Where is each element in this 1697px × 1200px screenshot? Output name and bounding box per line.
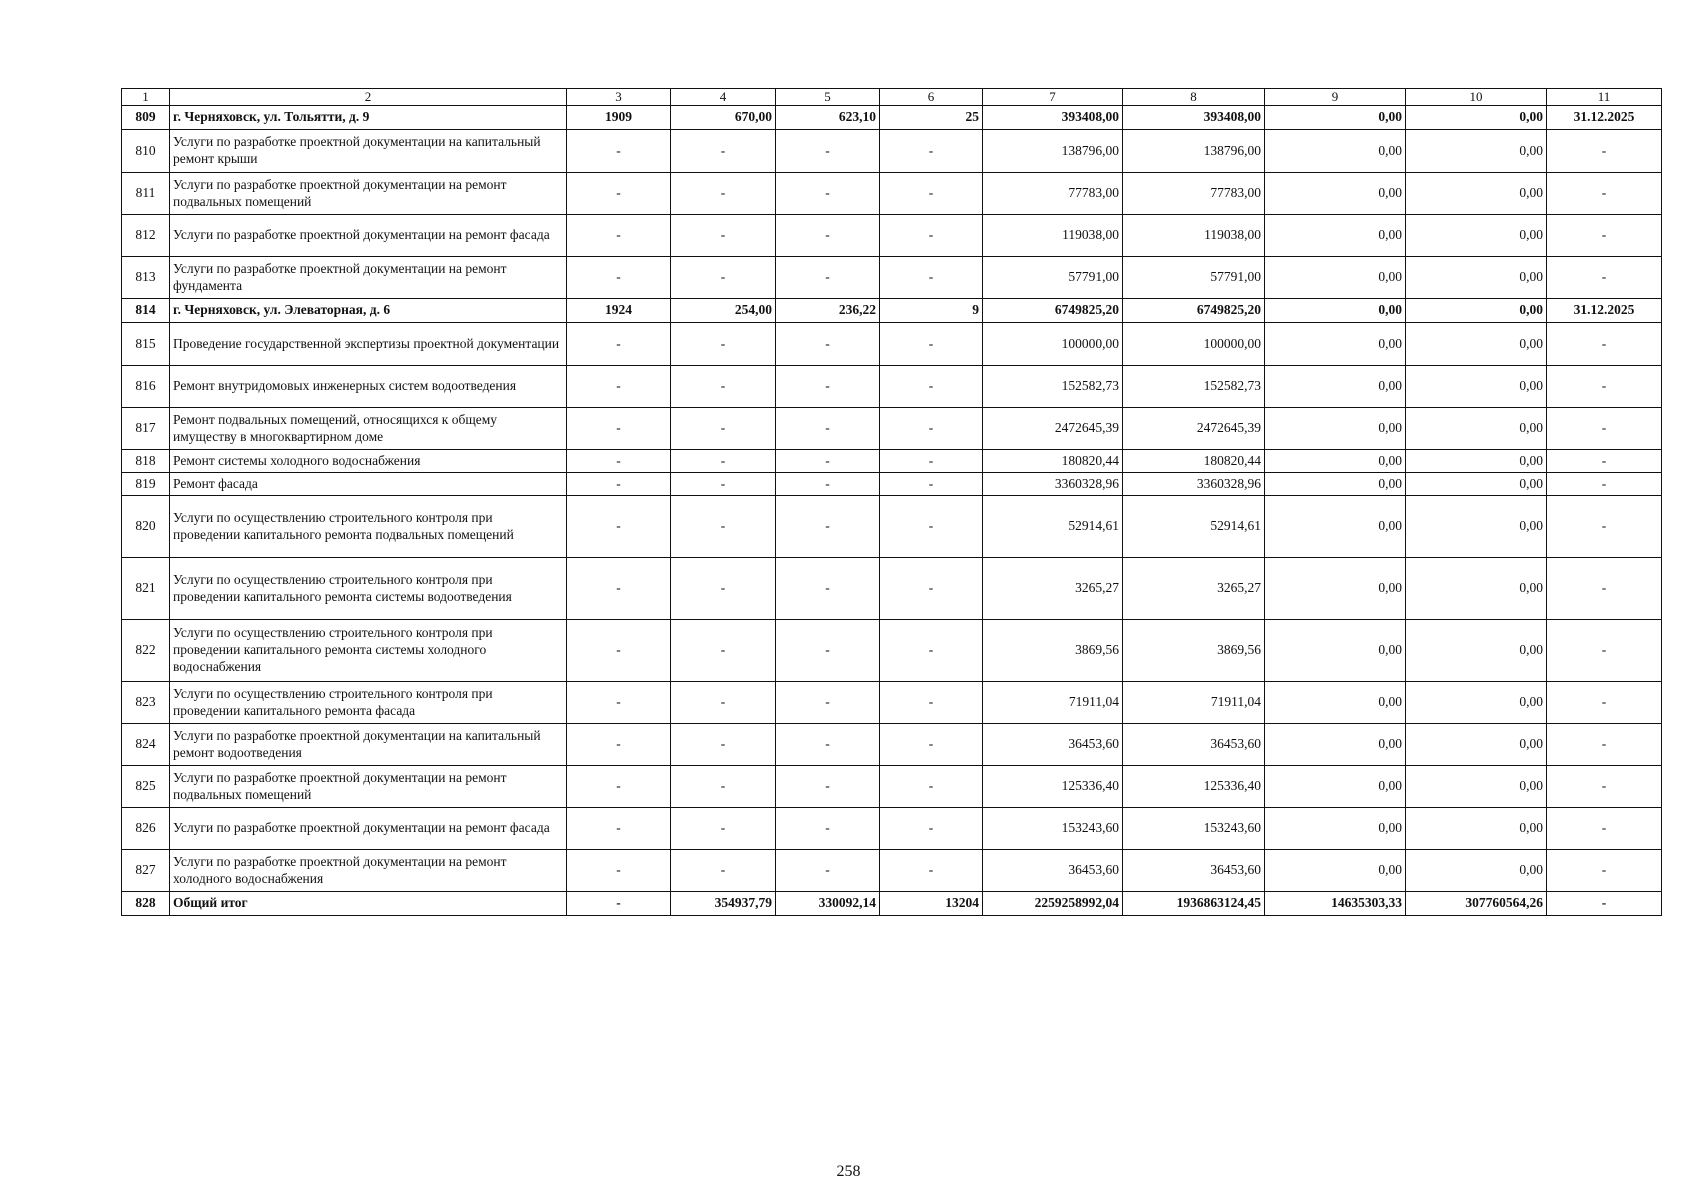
cell-row-number: 828 [122,892,170,916]
table-row [122,323,1662,366]
cell-area-total: - [671,130,776,173]
cell-cost-owners: 0,00 [1406,323,1547,366]
cell-cost-fund: 119038,00 [1123,215,1265,257]
cell-year: - [567,724,671,766]
cell-work-name: Услуги по осуществлению строительного контроля при проведении капитального ремонта подвальных помещений [170,496,567,558]
cell-year: - [567,892,671,916]
cell-deadline: - [1547,450,1662,473]
cell-area-total: - [671,766,776,808]
cell-residents: - [880,682,983,724]
cell-cost-fund: 138796,00 [1123,130,1265,173]
cell-residents: 13204 [880,892,983,916]
cell-area-total: - [671,257,776,299]
cell-cost-total: 3869,56 [983,620,1123,682]
table-row [122,257,1662,299]
cell-deadline: - [1547,892,1662,916]
cell-cost-fund: 3265,27 [1123,558,1265,620]
cell-cost-fund: 125336,40 [1123,766,1265,808]
cell-work-name: Услуги по разработке проектной документации на ремонт фасада [170,808,567,850]
cell-cost-municipal: 0,00 [1265,620,1406,682]
column-number: 1 [122,89,170,106]
cell-area-living: - [776,173,880,215]
cell-cost-owners: 0,00 [1406,620,1547,682]
cell-cost-municipal: 0,00 [1265,130,1406,173]
cell-area-total: - [671,496,776,558]
cell-residents: - [880,724,983,766]
cell-work-name: г. Черняховск, ул. Тольятти, д. 9 [170,106,567,130]
cell-cost-total: 100000,00 [983,323,1123,366]
cell-row-number: 817 [122,408,170,450]
cell-cost-total: 57791,00 [983,257,1123,299]
cell-deadline: - [1547,558,1662,620]
cell-cost-owners: 0,00 [1406,366,1547,408]
cell-area-living: - [776,850,880,892]
cell-deadline: - [1547,130,1662,173]
table-row [122,496,1662,558]
cell-residents: - [880,496,983,558]
cell-cost-municipal: 0,00 [1265,558,1406,620]
cell-cost-municipal: 0,00 [1265,299,1406,323]
table-row [122,724,1662,766]
cell-year: - [567,496,671,558]
cell-cost-owners: 0,00 [1406,257,1547,299]
cell-work-name: г. Черняховск, ул. Элеваторная, д. 6 [170,299,567,323]
cell-area-living: - [776,620,880,682]
cell-residents: - [880,450,983,473]
cell-cost-total: 36453,60 [983,850,1123,892]
column-number: 2 [170,89,567,106]
cell-area-living: - [776,450,880,473]
cell-row-number: 825 [122,766,170,808]
table-row [122,850,1662,892]
cell-row-number: 809 [122,106,170,130]
cell-area-living: - [776,408,880,450]
table-row [122,808,1662,850]
cell-work-name: Ремонт подвальных помещений, относящихся к общему имуществу в многоквартирном доме [170,408,567,450]
cell-cost-fund: 6749825,20 [1123,299,1265,323]
cell-cost-municipal: 0,00 [1265,408,1406,450]
cell-deadline: - [1547,682,1662,724]
column-number: 3 [567,89,671,106]
cell-residents: - [880,366,983,408]
cell-row-number: 812 [122,215,170,257]
cell-year: - [567,130,671,173]
page-number: 258 [836,1163,861,1180]
table-body [122,89,1662,916]
cell-work-name: Общий итог [170,892,567,916]
cell-area-living: - [776,130,880,173]
cell-cost-owners: 0,00 [1406,215,1547,257]
cell-area-total: - [671,408,776,450]
cell-area-total: - [671,215,776,257]
cell-area-living: - [776,215,880,257]
cell-cost-owners: 0,00 [1406,496,1547,558]
cell-deadline: - [1547,173,1662,215]
column-number-row [122,89,1662,106]
cell-area-living: 236,22 [776,299,880,323]
cell-cost-total: 3360328,96 [983,473,1123,496]
cell-cost-fund: 36453,60 [1123,850,1265,892]
cell-cost-fund: 2472645,39 [1123,408,1265,450]
cell-area-total: - [671,808,776,850]
cell-area-total: 254,00 [671,299,776,323]
cell-residents: - [880,130,983,173]
cell-cost-owners: 0,00 [1406,130,1547,173]
cell-deadline: - [1547,408,1662,450]
cell-cost-fund: 36453,60 [1123,724,1265,766]
cell-cost-fund: 77783,00 [1123,173,1265,215]
cell-cost-municipal: 0,00 [1265,257,1406,299]
cell-residents: - [880,808,983,850]
cell-row-number: 813 [122,257,170,299]
table-row [122,299,1662,323]
cell-year: - [567,366,671,408]
cell-year: - [567,408,671,450]
cell-area-total: - [671,682,776,724]
cell-cost-total: 180820,44 [983,450,1123,473]
cell-row-number: 824 [122,724,170,766]
cell-cost-municipal: 0,00 [1265,473,1406,496]
cell-year: 1909 [567,106,671,130]
cell-cost-fund: 180820,44 [1123,450,1265,473]
cell-deadline: - [1547,620,1662,682]
cell-cost-owners: 0,00 [1406,808,1547,850]
cell-cost-total: 138796,00 [983,130,1123,173]
table-row [122,558,1662,620]
cell-area-total: - [671,850,776,892]
cell-work-name: Услуги по разработке проектной документации на ремонт фасада [170,215,567,257]
cell-cost-municipal: 0,00 [1265,724,1406,766]
cell-area-total: - [671,473,776,496]
cell-residents: - [880,558,983,620]
cell-area-living: - [776,366,880,408]
cell-area-living: 623,10 [776,106,880,130]
cell-row-number: 822 [122,620,170,682]
cell-residents: - [880,473,983,496]
cell-row-number: 815 [122,323,170,366]
cell-cost-municipal: 0,00 [1265,850,1406,892]
cell-residents: 9 [880,299,983,323]
cell-cost-fund: 3869,56 [1123,620,1265,682]
cell-cost-owners: 0,00 [1406,408,1547,450]
cell-cost-total: 3265,27 [983,558,1123,620]
cell-row-number: 827 [122,850,170,892]
cell-area-living: - [776,257,880,299]
cell-area-living: - [776,724,880,766]
table-row [122,473,1662,496]
cell-deadline: - [1547,496,1662,558]
cell-work-name: Услуги по осуществлению строительного контроля при проведении капитального ремонта системы холодного водоснабжения [170,620,567,682]
cell-deadline: - [1547,808,1662,850]
column-number: 7 [983,89,1123,106]
cell-cost-owners: 0,00 [1406,850,1547,892]
cell-cost-owners: 0,00 [1406,173,1547,215]
cell-cost-total: 153243,60 [983,808,1123,850]
cell-work-name: Ремонт фасада [170,473,567,496]
cell-year: 1924 [567,299,671,323]
cell-cost-total: 36453,60 [983,724,1123,766]
column-number: 9 [1265,89,1406,106]
cell-area-living: - [776,766,880,808]
table-row [122,106,1662,130]
cell-deadline: - [1547,766,1662,808]
cell-cost-fund: 100000,00 [1123,323,1265,366]
cell-residents: 25 [880,106,983,130]
cell-cost-owners: 0,00 [1406,473,1547,496]
cell-row-number: 811 [122,173,170,215]
cell-cost-owners: 0,00 [1406,450,1547,473]
cell-work-name: Услуги по разработке проектной документации на ремонт подвальных помещений [170,766,567,808]
table-row [122,450,1662,473]
cell-residents: - [880,257,983,299]
cell-cost-total: 2472645,39 [983,408,1123,450]
cell-cost-total: 52914,61 [983,496,1123,558]
cell-work-name: Проведение государственной экспертизы проектной документации [170,323,567,366]
cell-year: - [567,257,671,299]
cell-year: - [567,682,671,724]
column-number: 8 [1123,89,1265,106]
cell-work-name: Услуги по разработке проектной документации на капитальный ремонт водоотведения [170,724,567,766]
cell-cost-total: 125336,40 [983,766,1123,808]
table-row [122,766,1662,808]
cell-year: - [567,850,671,892]
cell-row-number: 810 [122,130,170,173]
cell-row-number: 816 [122,366,170,408]
table-row [122,130,1662,173]
cell-row-number: 826 [122,808,170,850]
table-row [122,215,1662,257]
cell-cost-total: 2259258992,04 [983,892,1123,916]
cell-area-living: - [776,558,880,620]
cell-deadline: 31.12.2025 [1547,106,1662,130]
cell-cost-total: 71911,04 [983,682,1123,724]
cell-area-living: - [776,473,880,496]
cell-row-number: 821 [122,558,170,620]
cell-cost-municipal: 0,00 [1265,450,1406,473]
cell-area-total: - [671,323,776,366]
cell-deadline: 31.12.2025 [1547,299,1662,323]
cell-cost-municipal: 0,00 [1265,496,1406,558]
cell-row-number: 823 [122,682,170,724]
cell-work-name: Услуги по разработке проектной документации на ремонт фундамента [170,257,567,299]
cell-deadline: - [1547,257,1662,299]
cell-work-name: Услуги по осуществлению строительного контроля при проведении капитального ремонта системы водоотведения [170,558,567,620]
cell-year: - [567,173,671,215]
cell-year: - [567,766,671,808]
cell-cost-municipal: 14635303,33 [1265,892,1406,916]
cell-work-name: Ремонт системы холодного водоснабжения [170,450,567,473]
cell-year: - [567,215,671,257]
cell-area-living: 330092,14 [776,892,880,916]
cell-cost-municipal: 0,00 [1265,808,1406,850]
cell-cost-municipal: 0,00 [1265,323,1406,366]
cell-area-total: 354937,79 [671,892,776,916]
cell-area-total: - [671,558,776,620]
cell-area-living: - [776,808,880,850]
cell-cost-total: 393408,00 [983,106,1123,130]
cell-deadline: - [1547,473,1662,496]
cell-deadline: - [1547,215,1662,257]
cell-cost-total: 152582,73 [983,366,1123,408]
cell-area-total: - [671,366,776,408]
column-number: 11 [1547,89,1662,106]
cell-cost-fund: 3360328,96 [1123,473,1265,496]
cell-work-name: Услуги по осуществлению строительного контроля при проведении капитального ремонта фасада [170,682,567,724]
cell-cost-owners: 0,00 [1406,766,1547,808]
table-row [122,892,1662,916]
cell-work-name: Услуги по разработке проектной документации на ремонт подвальных помещений [170,173,567,215]
cell-cost-fund: 57791,00 [1123,257,1265,299]
cell-work-name: Услуги по разработке проектной документации на ремонт холодного водоснабжения [170,850,567,892]
cell-area-total: - [671,450,776,473]
cell-cost-municipal: 0,00 [1265,682,1406,724]
cell-area-total: - [671,724,776,766]
cell-residents: - [880,323,983,366]
cell-cost-municipal: 0,00 [1265,215,1406,257]
cell-cost-owners: 307760564,26 [1406,892,1547,916]
cell-cost-fund: 71911,04 [1123,682,1265,724]
cell-row-number: 818 [122,450,170,473]
cell-deadline: - [1547,323,1662,366]
table-row [122,408,1662,450]
cell-cost-total: 6749825,20 [983,299,1123,323]
cell-cost-municipal: 0,00 [1265,173,1406,215]
cell-cost-total: 77783,00 [983,173,1123,215]
cell-cost-owners: 0,00 [1406,299,1547,323]
cell-deadline: - [1547,366,1662,408]
cell-year: - [567,450,671,473]
cell-cost-total: 119038,00 [983,215,1123,257]
cell-cost-municipal: 0,00 [1265,766,1406,808]
cell-year: - [567,620,671,682]
cell-cost-fund: 152582,73 [1123,366,1265,408]
cell-area-total: 670,00 [671,106,776,130]
cell-row-number: 814 [122,299,170,323]
cell-residents: - [880,620,983,682]
cell-year: - [567,473,671,496]
cell-deadline: - [1547,724,1662,766]
cell-cost-fund: 1936863124,45 [1123,892,1265,916]
cell-cost-municipal: 0,00 [1265,106,1406,130]
cell-cost-owners: 0,00 [1406,724,1547,766]
cell-residents: - [880,850,983,892]
cell-cost-owners: 0,00 [1406,106,1547,130]
cell-cost-fund: 153243,60 [1123,808,1265,850]
cell-area-living: - [776,682,880,724]
table-row [122,682,1662,724]
cell-residents: - [880,173,983,215]
cell-work-name: Услуги по разработке проектной документации на капитальный ремонт крыши [170,130,567,173]
cell-area-total: - [671,173,776,215]
cell-row-number: 820 [122,496,170,558]
column-number: 10 [1406,89,1547,106]
cell-cost-owners: 0,00 [1406,682,1547,724]
cell-year: - [567,808,671,850]
cell-residents: - [880,215,983,257]
cell-cost-fund: 393408,00 [1123,106,1265,130]
table-row [122,173,1662,215]
table-row [122,620,1662,682]
cell-area-living: - [776,323,880,366]
cell-area-living: - [776,496,880,558]
works-table [121,88,1662,916]
cell-year: - [567,558,671,620]
column-number: 4 [671,89,776,106]
cell-work-name: Ремонт внутридомовых инженерных систем водоотведения [170,366,567,408]
cell-year: - [567,323,671,366]
column-number: 6 [880,89,983,106]
cell-cost-fund: 52914,61 [1123,496,1265,558]
cell-deadline: - [1547,850,1662,892]
cell-residents: - [880,408,983,450]
cell-cost-municipal: 0,00 [1265,366,1406,408]
cell-row-number: 819 [122,473,170,496]
cell-residents: - [880,766,983,808]
column-number: 5 [776,89,880,106]
cell-cost-owners: 0,00 [1406,558,1547,620]
cell-area-total: - [671,620,776,682]
table-row [122,366,1662,408]
